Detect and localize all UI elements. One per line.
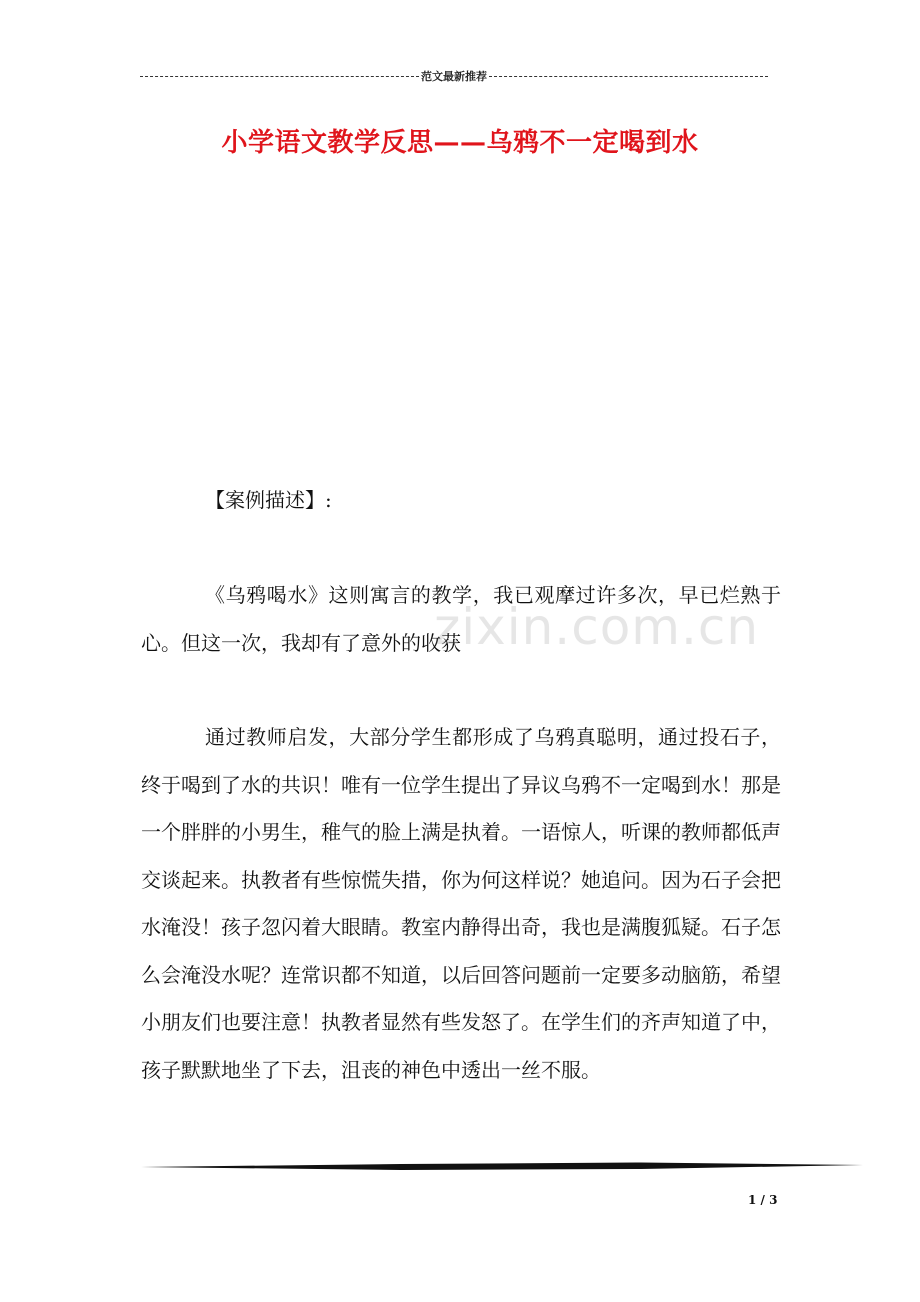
paragraph-1: 《乌鸦喝水》这则寓言的教学，我已观摩过许多次，早已烂熟于心。但这一次，我却有了意外的收获 [141, 583, 781, 655]
paragraph-2: 通过教师启发，大部分学生都形成了乌鸦真聪明，通过投石子，终于喝到了水的共识！唯有一位学生提出了异议乌鸦不一定喝到水！那是一个胖胖的小男生，稚气的脸上满是执着。一语惊人，听课的教师都低声交谈起来。执教者有些惊慌失措，你为何这样说？她追问。因为石子会把水淹没！孩子忽闪着大眼睛。教室内静得出奇，我也是满腹狐疑。石子怎么会淹没水呢？连常识都不知道，以后回答问题前一定要多动脑筋，希望小朋友们也要注意！执教者显然有些发怒了。在学生们的齐声知道了中，孩子默默地坐了下去，沮丧的神色中透出一丝不服。 [141, 725, 781, 1082]
footer-rule [141, 1160, 863, 1174]
header-label: 范文最新推荐 [421, 70, 487, 83]
header-banner [140, 66, 768, 86]
header-dash-left [140, 76, 419, 77]
page-number: 1 / 3 [748, 1193, 778, 1207]
document-title: 小学语文教学反思——乌鸦不一定喝到水 [221, 128, 699, 158]
watermark-text: zixin.com.cn [434, 598, 760, 656]
header-dash-right [489, 76, 768, 77]
section-heading: 【案例描述】: [205, 488, 332, 512]
